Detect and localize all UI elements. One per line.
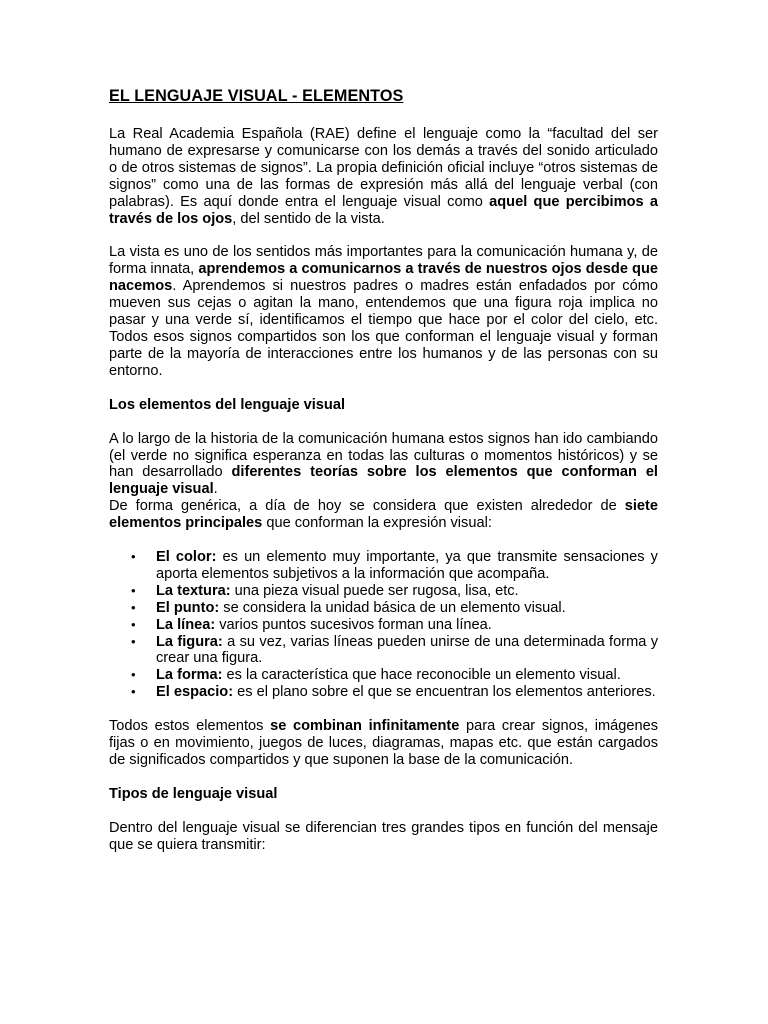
list-item bbox=[109, 634, 658, 668]
paragraph-text: que conforman la expresión visual: bbox=[262, 515, 492, 532]
list-item bbox=[109, 667, 658, 684]
bullet-icon: • bbox=[131, 667, 136, 683]
list-item bbox=[109, 600, 658, 617]
paragraph-text: La Real Academia Española (RAE) define el lenguaje como la “facultad del ser humano de expresarse y comunicarse con los demás a través del sonido articulado o de otros sistemas de signos”. La propia definición oficial incluye “otros sistemas de signos” como una de las formas de expresión más allá del lenguaje verbal (con palabras). Es aquí donde entra el lenguaje visual como bbox=[109, 126, 658, 210]
list-item-term: La línea: bbox=[156, 616, 216, 633]
paragraph-emphasis: aquel que percibimos a través de los ojos bbox=[109, 193, 658, 227]
section-heading-types: Tipos de lenguaje visual bbox=[109, 785, 278, 802]
bullet-icon: • bbox=[131, 599, 136, 615]
document-page bbox=[109, 86, 658, 871]
section-heading-elements: Los elementos del lenguaje visual bbox=[109, 396, 346, 413]
paragraph-seven-elements bbox=[109, 498, 658, 532]
paragraph-emphasis: se combinan infinitamente bbox=[270, 718, 460, 735]
paragraph-text: para crear signos, imágenes fijas o en movimiento, juegos de luces, diagramas, mapas etc. que están cargados de significados compartidos y que suponen la base de la comunicación. bbox=[109, 718, 658, 768]
bullet-icon: • bbox=[131, 684, 136, 700]
list-item bbox=[109, 583, 658, 600]
bullet-icon: • bbox=[131, 616, 136, 632]
bullet-icon: • bbox=[131, 633, 136, 649]
paragraph-text: , del sentido de la vista. bbox=[232, 210, 385, 227]
list-item bbox=[109, 617, 658, 634]
list-item-term: La figura: bbox=[156, 633, 223, 650]
paragraph-history bbox=[109, 431, 658, 499]
paragraph-combination bbox=[109, 718, 658, 769]
list-item-term: La textura: bbox=[156, 582, 231, 599]
paragraph-emphasis: diferentes teorías sobre los elementos que conforman el lenguaje visual bbox=[109, 464, 658, 498]
paragraph-rae-definition bbox=[109, 126, 658, 227]
list-item-term: El espacio: bbox=[156, 684, 234, 701]
list-item-text: es un elemento muy importante, ya que transmite sensaciones y aporta elementos subjetivos a la información que acompaña. bbox=[156, 549, 658, 582]
list-item bbox=[109, 684, 658, 701]
list-item-term: La forma: bbox=[156, 667, 223, 684]
paragraph-emphasis: siete elementos principales bbox=[109, 498, 658, 532]
bullet-icon: • bbox=[131, 549, 136, 565]
paragraph-text: A lo largo de la historia de la comunicación humana estos signos han ido cambiando (el verde no significa esperanza en todas las culturas o momentos históricos) y se han desarrollado bbox=[109, 430, 658, 481]
paragraph-emphasis: aprendemos a comunicarnos a través de nuestros ojos desde que nacemos bbox=[109, 261, 659, 295]
paragraph-types-intro: Dentro del lenguaje visual se diferencian tres grandes tipos en función del mensaje que se quiera transmitir: bbox=[109, 819, 658, 853]
list-item-text: a su vez, varias líneas pueden unirse de una determinada forma y crear una figura. bbox=[156, 633, 659, 667]
list-item-term: El punto: bbox=[156, 599, 220, 616]
list-item-text: es el plano sobre el que se encuentran los elementos anteriores. bbox=[233, 684, 656, 701]
paragraph-text: . Aprendemos si nuestros padres o madres están enfadados por cómo mueven sus cejas o agitan la mano, entendemos que una figura roja implica no pasar y una verde sí, identificamos el tiempo que hace por el color del cielo, etc. Todos esos signos compartidos son los que conforman el lenguaje visual y forman parte de la mayoría de interacciones entre los humanos y de las personas con su entorno. bbox=[109, 278, 658, 379]
paragraph-sense-of-sight bbox=[109, 244, 658, 379]
list-item-text: es la característica que hace reconocible un elemento visual. bbox=[222, 667, 621, 684]
paragraph-text: La vista es uno de los sentidos más importantes para la comunicación humana y, de forma innata, bbox=[109, 244, 658, 278]
paragraph-text: Todos estos elementos bbox=[109, 718, 271, 735]
list-item-term: El color: bbox=[156, 549, 217, 566]
list-item bbox=[109, 549, 658, 583]
bullet-icon: • bbox=[131, 582, 136, 598]
paragraph-text: . bbox=[213, 481, 218, 498]
paragraph-text: De forma genérica, a día de hoy se considera que existen alrededor de bbox=[109, 498, 625, 515]
list-item-text: varios puntos sucesivos forman una línea. bbox=[215, 616, 492, 633]
list-item-text: se considera la unidad básica de un elemento visual. bbox=[219, 599, 566, 616]
list-item-text: una pieza visual puede ser rugosa, lisa, etc. bbox=[230, 582, 519, 599]
elements-list bbox=[109, 549, 658, 701]
document-title: EL LENGUAJE VISUAL - ELEMENTOS bbox=[109, 87, 404, 105]
